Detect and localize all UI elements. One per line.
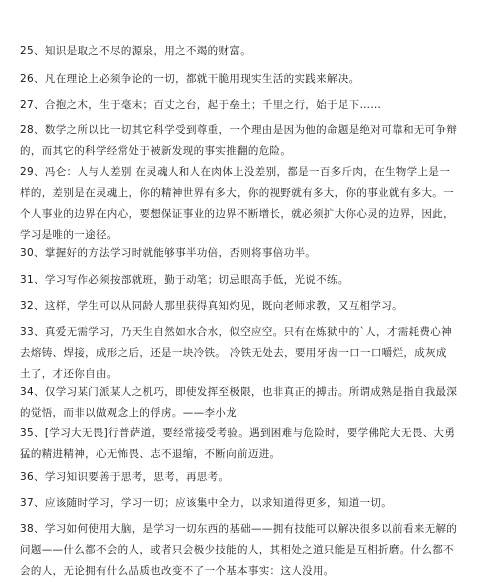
text-line: 32、这样，学生可以从同龄人那里获得真知灼见，既向老师求教，又互相学习。: [20, 300, 403, 312]
text-line: 的，而其它的科学经常处于被新发现的事实推翻的危险。: [20, 145, 292, 157]
list-item: [20, 120, 482, 162]
text-line: 猛的精进精神，心无怖畏、志不退缩，不断向前迈进。: [20, 448, 281, 460]
list-item: [20, 243, 482, 264]
list-item: [20, 493, 482, 514]
list-item: [20, 41, 482, 62]
text-line: 28、数学之所以比一切其它科学受到尊重，一个理由是因为他的命题是绝对可靠和无可争辩: [20, 124, 458, 136]
list-item: [20, 519, 482, 582]
text-line: 25、知识是取之不尽的源泉，用之不竭的财富。: [20, 45, 252, 57]
text-line: 38、学习如何使用大脑，是学习一切东西的基础——拥有技能可以解决很多以前看来无解的: [20, 523, 458, 535]
text-line: 样的，差别是在灵魂上，你的精神世界有多大，你的视野就有多大，你的事业就有多大。一: [20, 187, 454, 199]
text-line: 去熔铸、焊接，成形之后，还是一块冷铁。 冷铁无处去，要用牙齿一口一口嚼烂，成灰成: [20, 347, 447, 359]
list-item: [20, 162, 482, 246]
list-item: [20, 322, 482, 385]
text-line: 问题——什么都不会的人，或者只会极少技能的人，其相处之道只能是互相折磨。什么都不: [20, 544, 454, 556]
text-line: 37、应该随时学习，学习一切；应该集中全力，以求知道得更多，知道一切。: [20, 497, 393, 509]
list-item: [20, 69, 482, 90]
list-item: [20, 467, 482, 488]
text-line: 36、学习知识要善于思考，思考，再思考。: [20, 471, 230, 483]
text-line: 个人事业的边界在内心，要想保证事业的边界不断增长，就必须扩大你心灵的边界，因此，: [20, 208, 454, 220]
text-line: 30、掌握好的方法学习时就能够事半功倍，否则将事倍功半。: [20, 247, 317, 259]
list-item: [20, 423, 482, 465]
text-line: 27、合抱之木，生于毫末；百丈之台，起于垒土；千里之行，始于足下……: [20, 99, 382, 111]
list-item: [20, 296, 482, 317]
text-line: 的觉悟，而非以做观念上的俘虏。——李小龙: [20, 407, 237, 419]
text-line: 33、真爱无需学习，乃天生自然如水合水，似空应空。只有在炼狱中的`人，才需耗费心神: [20, 326, 452, 338]
list-item: [20, 382, 482, 424]
list-item: [20, 270, 482, 291]
text-line: 34、仅学习某门派某人之机巧，即使发挥至极限，也非真正的搏击。所谓成熟是指自我最深: [20, 386, 458, 398]
text-line: 26、凡在理论上必须争论的一切，都就干脆用现实生活的实践来解决。: [20, 73, 360, 85]
list-item: [20, 95, 482, 116]
text-line: 土了，才还你自由。: [20, 368, 118, 380]
text-line: 29、冯仑：人与人差别 在灵魂人和人在肉体上没差别，都是一百多斤肉，在生物学上是一: [20, 166, 451, 178]
text-line: 35、[学习大无畏]行普萨道，要经常接受考验。遇到困难与危险时，要学佛陀大无畏、大勇: [20, 427, 456, 439]
text-line: 会的人，无论拥有什么品质也改变不了一个基本事实：这人没用。: [20, 565, 335, 577]
text-line: 31、学习写作必须按部就班，勤于动笔；切忌眼高手低，光说不练。: [20, 274, 349, 286]
text-line: 学习是唯的一途径。: [20, 229, 118, 241]
